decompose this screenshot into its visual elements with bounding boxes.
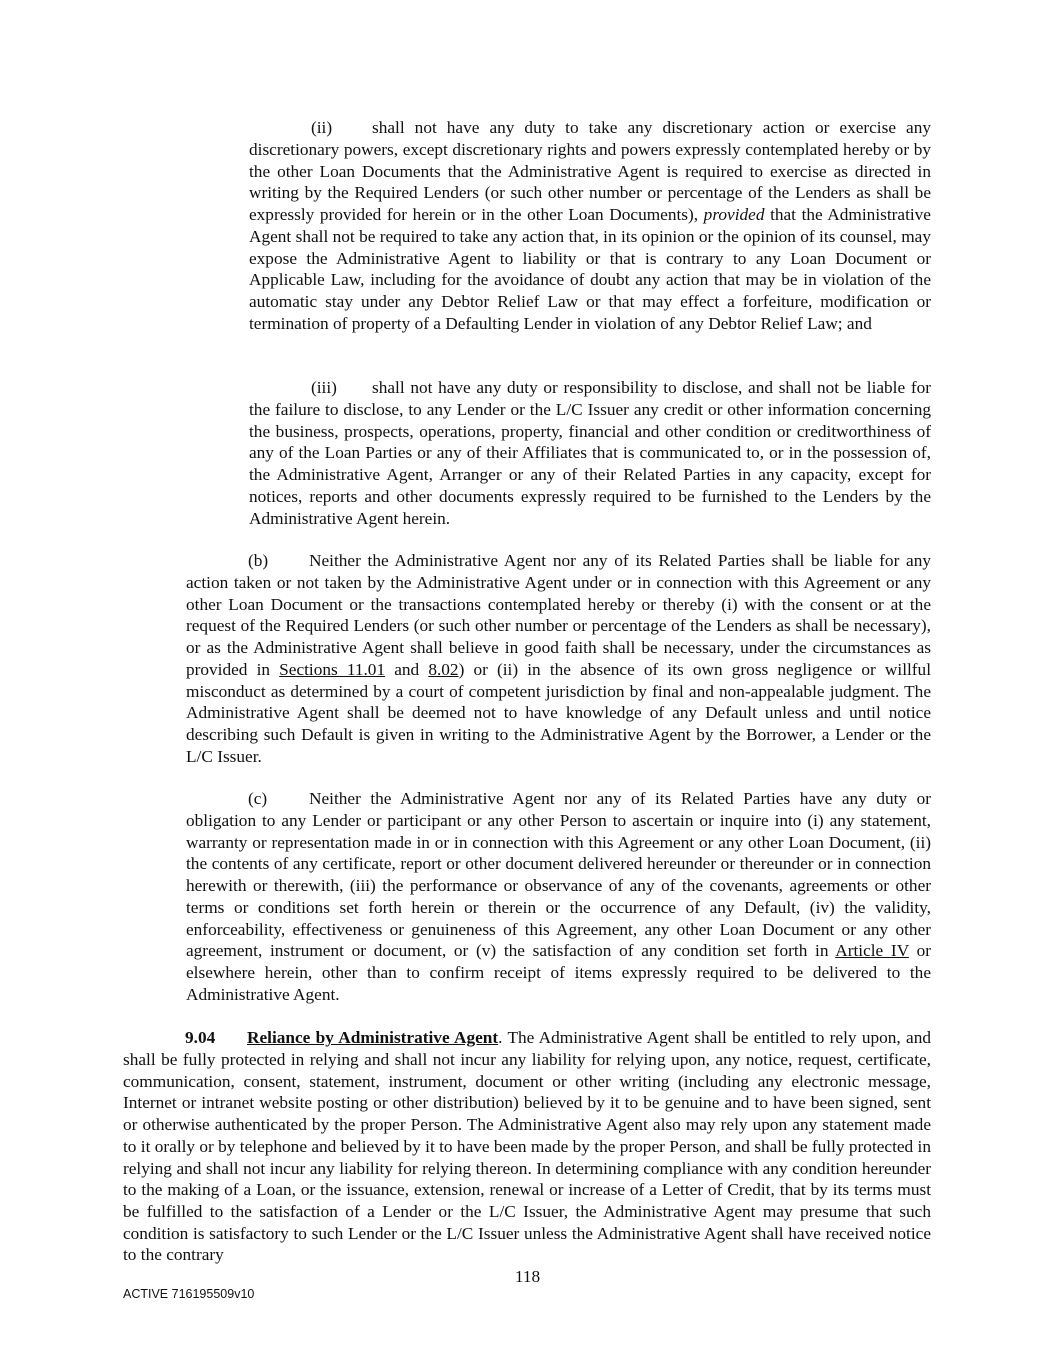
paragraph-iii	[249, 377, 931, 529]
section-reference-link[interactable]: Sections 11.01	[279, 659, 386, 679]
paragraph-b	[186, 550, 931, 767]
paragraph-c	[186, 788, 931, 1005]
section-reference-link[interactable]: 8.02	[428, 659, 459, 679]
paragraph-text: Neither the Administrative Agent nor any of its Related Parties shall be liable for any action taken or not taken by the Administrative Agent under or in connection with this Agreement or any other Loan Document or the transactions contemplated hereby or thereby (i) with the consent or at the request of the Required Lenders (or such other number or percentage of the Lenders as shall be necessary), or as the Administrative Agent shall believe in good faith shall be necessary, under the circumstances as provided in	[186, 551, 931, 679]
section-9-04	[123, 1027, 931, 1266]
document-id: ACTIVE 716195509v10	[123, 1287, 255, 1301]
paragraph-text: and	[394, 659, 420, 679]
paragraph-number: (iii)	[311, 378, 337, 398]
paragraph-number: (ii)	[311, 118, 333, 138]
paragraph-text: shall not have any duty to take any discretionary action or exercise any discretionary powers, except discretionary rights and powers expressly contemplated hereby or by the other Loan Documents that the Administrative Agent is required to exercise as directed in writing by the Required Lenders (or such other number or percentage of the Lenders as shall be expressly provided for herein or in the other Loan Documents),	[249, 118, 931, 225]
paragraph-number: (b)	[248, 551, 269, 571]
paragraph-text: that the Administrative Agent shall not be required to take any action that, in its opinion or the opinion of its counsel, may expose the Administrative Agent to liability or that is contrary to any Loan Document or Applicable Law, including for the avoidance of doubt any action that may be in violation of the automatic stay under any Debtor Relief Law or that may effect a forfeiture, modification or termination of property of a Defaulting Lender in violation of any Debtor Relief Law; and	[249, 205, 931, 333]
paragraph-text: . The Administrative Agent shall be entitled to rely upon, and shall be fully protected in relying and shall not incur any liability for relying upon, any notice, request, certificate, communication, consent, statement, instrument, document or other writing (including any electronic message, Internet or intranet website posting or other distribution) believed by it to be genuine and to have been signed, sent or otherwise authenticated by the proper Person. The Administrative Agent also may rely upon any statement made to it orally or by telephone and believed by it to have been made by the proper Person, and shall be fully protected in relying and shall not incur any liability for relying thereon. In determining compliance with any condition hereunder to the making of a Loan, or the issuance, extension, renewal or increase of a Letter of Credit, that by its terms must be fulfilled to the satisfaction of a Lender or the L/C Issuer, the Administrative Agent may presume that such condition is satisfactory to such Lender or the L/C Issuer unless the Administrative Agent shall have received notice to the contrary	[123, 1028, 931, 1265]
paragraph-text: Neither the Administrative Agent nor any of its Related Parties have any duty or obligation to any Lender or participant or any other Person to ascertain or inquire into (i) any statement, warranty or representation made in or in connection with this Agreement or any other Loan Document, (ii) the contents of any certificate, report or other document delivered hereunder or thereunder or in connection herewith or therewith, (iii) the performance or observance of any of the covenants, agreements or other terms or conditions set forth herein or therein or the occurrence of any Default, (iv) the validity, enforceability, effectiveness or genuineness of this Agreement, any other Loan Document or any other agreement, instrument or document, or (v) the satisfaction of any condition set forth in	[186, 789, 931, 961]
paragraph-text: shall not have any duty or responsibility to disclose, and shall not be liable for the failure to disclose, to any Lender or the L/C Issuer any credit or other information concerning the business, prospects, operations, property, financial and other condition or creditworthiness of any of the Loan Parties or any of their Affiliates that is communicated to, or in the possession of, the Administrative Agent, Arranger or any of their Related Parties in any capacity, except for notices, reports and other documents expressly required to be furnished to the Lenders by the Administrative Agent herein.	[249, 378, 931, 528]
paragraph-number: (c)	[248, 789, 268, 809]
section-heading: Reliance by Administrative Agent	[247, 1028, 499, 1048]
article-reference-link[interactable]: Article IV	[835, 941, 909, 961]
paragraph-text: ) or (ii) in the absence of its own gross negligence or willful misconduct as determined by a court of competent jurisdiction by final and non-appealable judgment. The Administrative Agent shall be deemed not to have knowledge of any Default unless and until notice describing such Default is given in writing to the Administrative Agent by the Borrower, a Lender or the L/C Issuer.	[186, 659, 931, 766]
paragraph-ii	[249, 117, 931, 334]
paragraph-text: or elsewhere herein, other than to confirm receipt of items expressly required to be delivered to the Administrative Agent.	[186, 941, 931, 1004]
page-number: 118	[514, 1267, 541, 1286]
emphasis-provided: provided	[703, 205, 765, 225]
section-number: 9.04	[185, 1028, 216, 1048]
